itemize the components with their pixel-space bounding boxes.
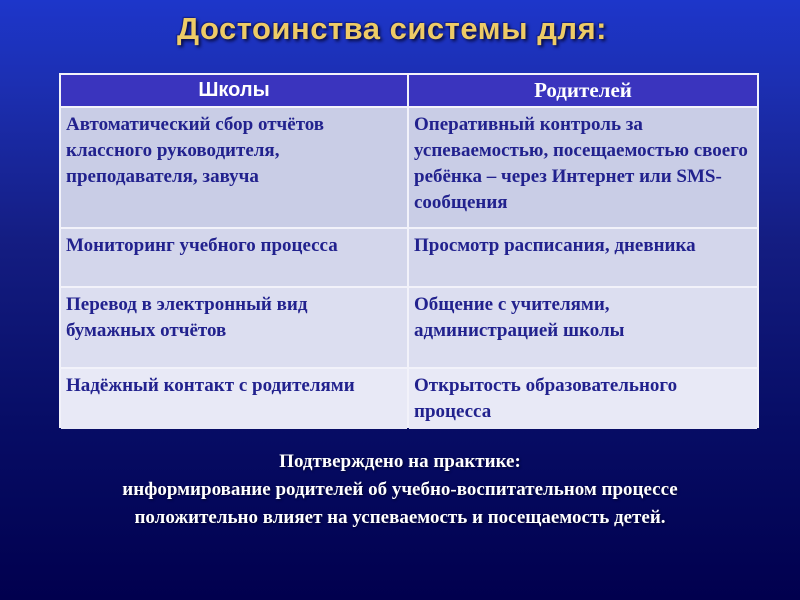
- footer-note: [0, 448, 800, 532]
- cell-parents-row4: Открытость образовательного процесса: [409, 369, 757, 429]
- cell-parents-row2: Просмотр расписания, дневника: [409, 229, 757, 286]
- footer-line-3: положительно влияет на успеваемость и посещаемость детей.: [134, 507, 666, 528]
- slide-title: Достоинства системы для:: [176, 11, 607, 46]
- footer-line-1: Подтверждено на практике:: [279, 451, 521, 472]
- cell-parents-row3: Общение с учителями, администрацией школы: [409, 288, 757, 367]
- table-header-school: Школы: [61, 75, 407, 106]
- cell-school-row2: Мониторинг учебного процесса: [61, 229, 407, 286]
- cell-school-row3: Перевод в электронный вид бумажных отчётов: [61, 288, 407, 367]
- footer-line-2: информирование родителей об учебно-воспитательном процессе: [122, 479, 678, 500]
- cell-school-row1: Автоматический сбор отчётов классного руководителя, преподавателя, завуча: [61, 108, 407, 227]
- cell-school-row4: Надёжный контакт с родителями: [61, 369, 407, 429]
- advantages-table: [59, 73, 759, 428]
- cell-parents-row1: Оперативный контроль за успеваемостью, посещаемостью своего ребёнка – через Интернет или SMS-сообщения: [409, 108, 757, 227]
- table-header-parents: Родителей: [409, 75, 757, 106]
